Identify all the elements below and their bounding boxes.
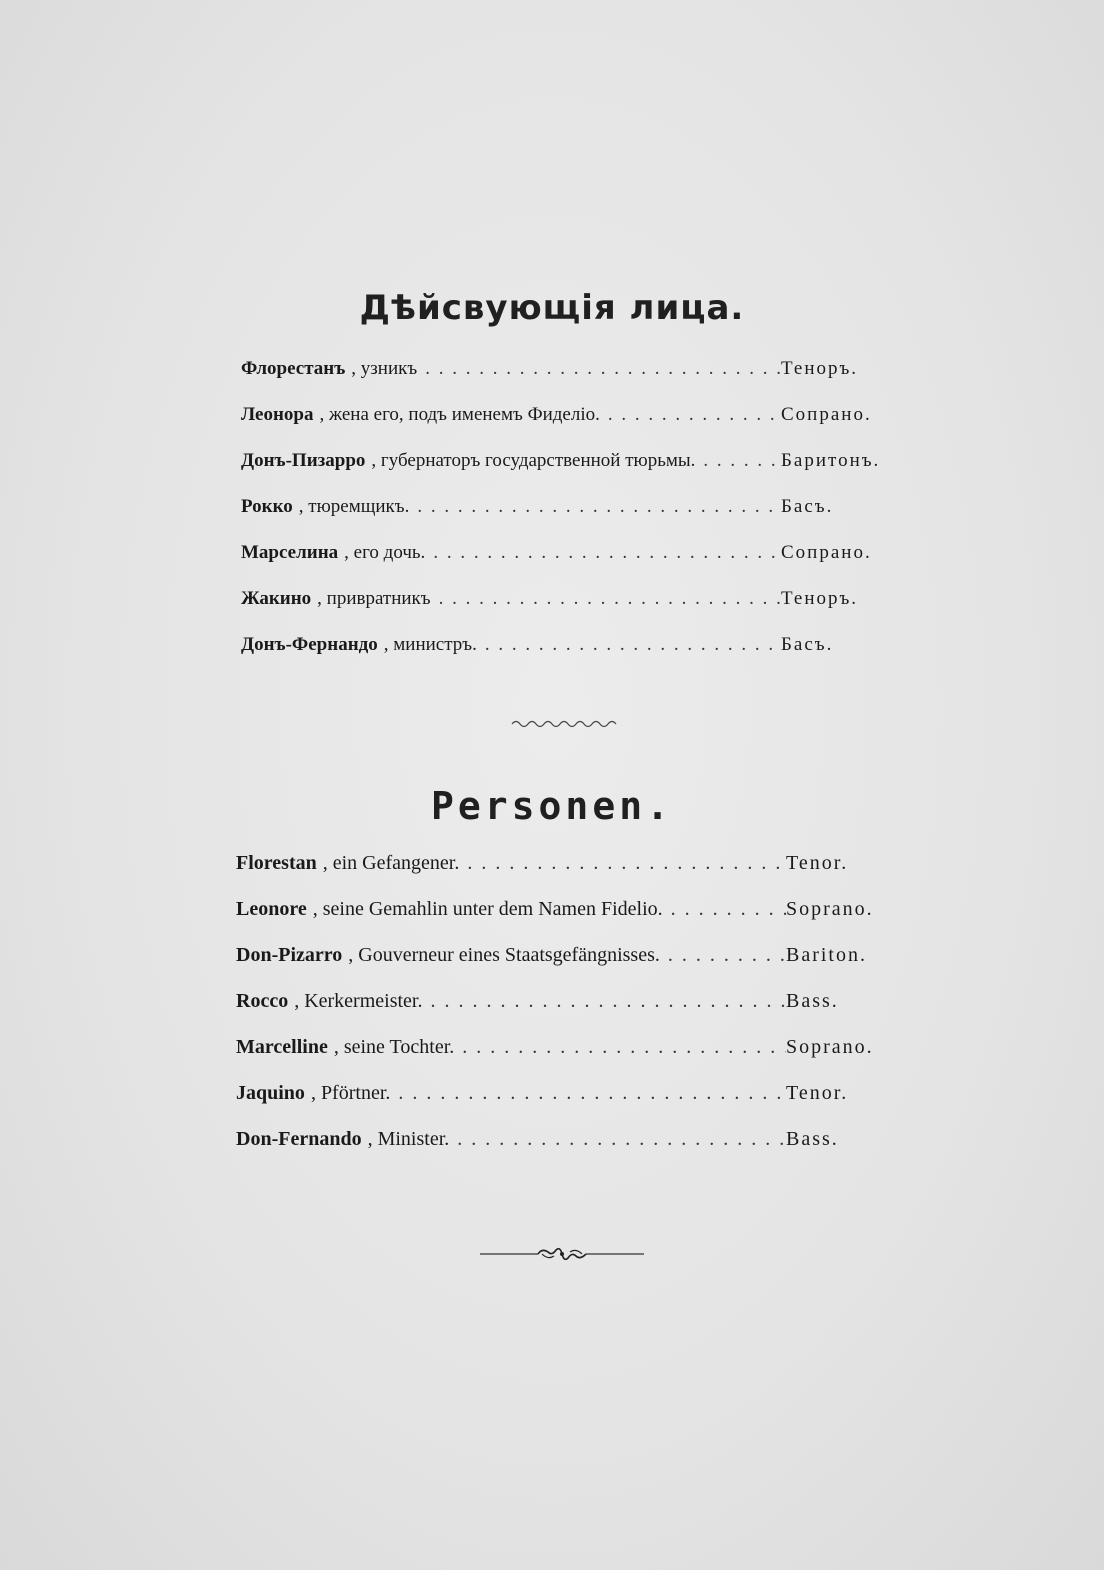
cast-row [236,852,886,898]
dot-leader [425,542,781,564]
role-description: , Pförtner. [310,1082,391,1104]
role-name: Рокко [241,496,293,517]
cast-row [241,496,881,542]
dot-leader [422,990,786,1013]
role-name: Флорестанъ [241,358,346,379]
voice-type: Сопрано. [781,404,872,425]
cast-row [236,944,886,990]
role-name: Леонора [241,404,314,425]
cast-row [241,450,881,496]
dot-leader [454,1036,786,1059]
dot-leader [663,898,786,921]
role-name: Leonore [236,898,307,920]
role-name: Марселина [241,542,339,563]
role-description: , узникъ [351,358,418,379]
voice-type: Теноръ. [781,358,859,379]
role-name: Донъ-Пизарро [241,450,366,471]
german-cast-list [236,852,886,1174]
cast-row [236,898,886,944]
voice-type: Soprano. [786,1036,874,1058]
dot-leader [417,358,781,380]
voice-type: Tenor. [786,1082,849,1104]
dot-leader [477,634,781,656]
role-description: , Minister. [367,1128,450,1150]
wavy-rule-icon [510,716,620,732]
voice-type: Bass. [786,1128,839,1150]
russian-cast-list [241,358,881,680]
role-name: Marcelline [236,1036,328,1058]
cast-row [236,1128,886,1174]
scroll-ornament-icon [480,1244,644,1264]
russian-heading: Дѣйсвующія лица. [359,288,745,328]
role-description: , губернаторъ государственной тюрьмы. [371,450,696,471]
role-name: Florestan [236,852,317,874]
dot-leader [660,944,786,967]
voice-type: Басъ. [781,496,834,517]
role-name: Don-Pizarro [236,944,343,966]
voice-type: Теноръ. [781,588,859,609]
dot-leader [431,588,781,610]
role-name: Жакино [241,588,312,609]
role-description: , Gouverneur eines Staatsgefängnisses. [348,944,660,966]
dot-leader [409,496,781,518]
voice-type: Басъ. [781,634,834,655]
role-description: , жена его, подъ именемъ Фиделіо. [319,404,600,425]
role-description: , министръ. [383,634,477,655]
cast-row [241,358,881,404]
role-description: , seine Gemahlin unter dem Namen Fidelio. [312,898,663,920]
voice-type: Сопрано. [781,542,872,563]
voice-type: Tenor. [786,852,849,874]
voice-type: Bariton. [786,944,867,966]
role-description: , тюремщикъ. [298,496,410,517]
cast-row [236,990,886,1036]
cast-row [236,1036,886,1082]
cast-row [241,634,881,680]
dot-leader [459,852,786,875]
cast-row [236,1082,886,1128]
dot-leader [449,1128,786,1151]
cast-row [241,588,881,634]
voice-type: Bass. [786,990,839,1012]
german-heading: Personen. [431,784,673,828]
cast-row [241,404,881,450]
role-name: Донъ-Фернандо [241,634,378,655]
role-description: , ein Gefangener. [322,852,460,874]
role-description: , Kerkermeister. [294,990,423,1012]
voice-type: Баритонъ. [781,450,881,471]
role-description: , привратникъ [317,588,431,609]
role-name: Rocco [236,990,289,1012]
role-description: , его дочь. [344,542,426,563]
dot-leader [390,1082,786,1105]
role-name: Jaquino [236,1082,305,1104]
role-name: Don-Fernando [236,1128,362,1150]
dot-leader [695,450,781,472]
cast-row [241,542,881,588]
role-description: , seine Tochter. [333,1036,455,1058]
voice-type: Soprano. [786,898,874,920]
dot-leader [600,404,781,426]
